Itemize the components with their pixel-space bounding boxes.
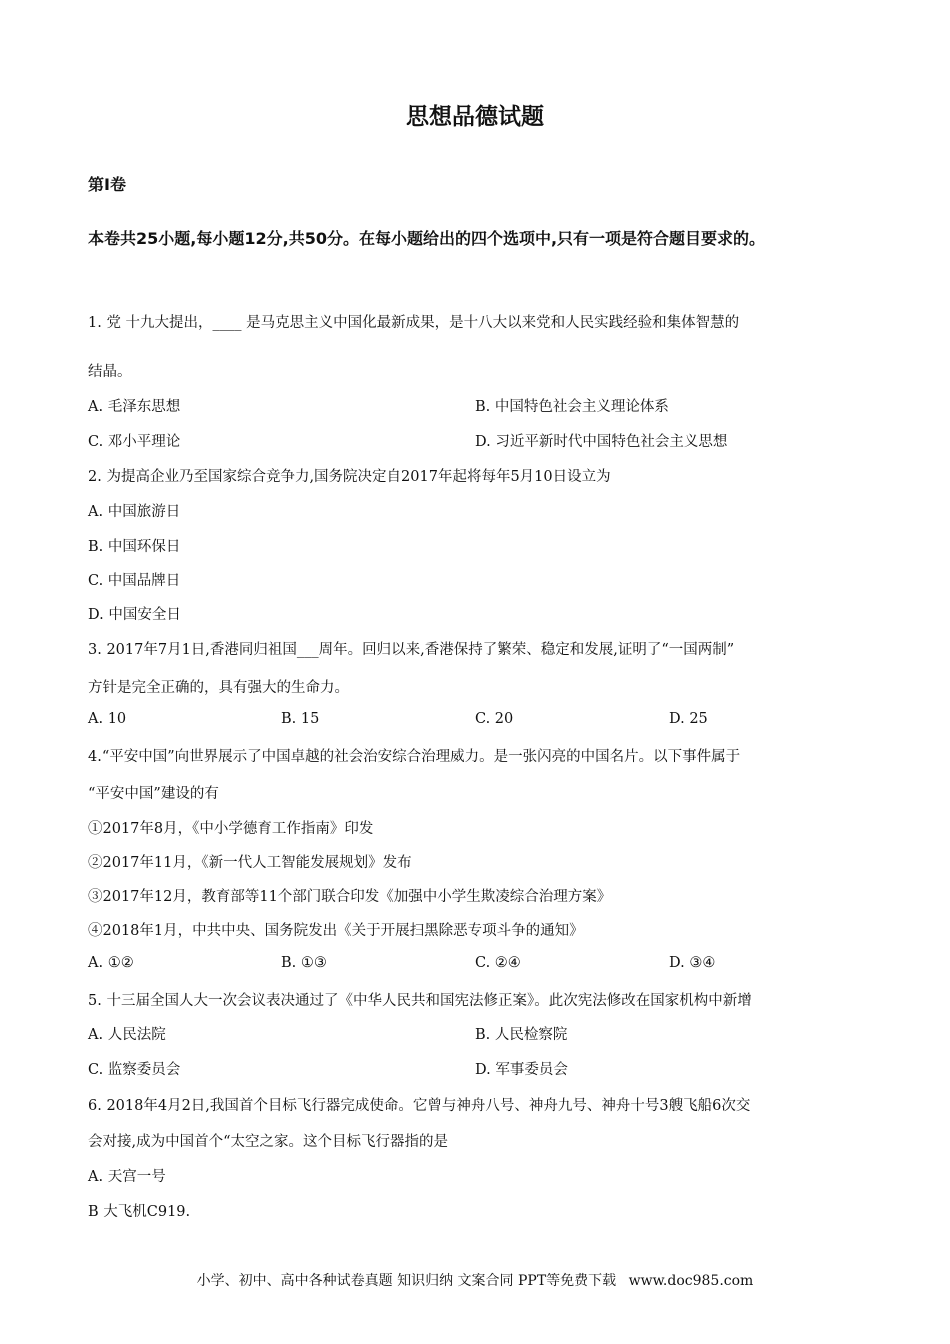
question-4-option-a: A. ①② xyxy=(88,955,134,971)
question-5-option-c: C. 监察委员会 xyxy=(88,1062,181,1078)
question-2-option-c: C. 中国品牌日 xyxy=(88,573,181,589)
question-4-text: 4.“平安中国”向世界展示了中国卓越的社会治安综合治理威力。是一张闪亮的中国名片。以下事件属于 xyxy=(88,749,741,765)
question-1-option-c: C. 邓小平理论 xyxy=(88,434,181,450)
question-5-text: 5. 十三届全国人大一次会议表决通过了《中华人民共和国宪法修正案》。此次宪法修改在国家机构中新增 xyxy=(88,993,752,1009)
page-title: 思想品德试题 xyxy=(406,104,544,130)
question-3-text: 3. 2017年7月1日,香港同归祖国___周年。回归以来,香港保持了繁荣、稳定和发展,证明了“一国两制” xyxy=(88,642,735,658)
question-1-option-b: B. 中国特色社会主义理论体系 xyxy=(475,399,669,415)
question-1-text-cont: 结晶。 xyxy=(88,364,132,380)
question-4-option-b: B. ①③ xyxy=(281,955,327,971)
question-2-option-b: B. 中国环保日 xyxy=(88,539,181,555)
question-5-option-d: D. 军事委员会 xyxy=(475,1062,568,1078)
footer-link[interactable]: www.doc985.com xyxy=(628,1273,754,1289)
question-5-option-b: B. 人民检察院 xyxy=(475,1027,568,1043)
question-3-text-cont: 方针是完全正确的，具有强大的生命力。 xyxy=(88,680,349,696)
question-4-item-4: ④2018年1月，中共中央、国务院发出《关于开展扫黑除恶专项斗争的通知》 xyxy=(88,923,584,939)
question-4-text-cont: “平安中国”建设的有 xyxy=(88,786,219,802)
section-heading: 第I卷 xyxy=(88,175,126,194)
question-1-option-d: D. 习近平新时代中国特色社会主义思想 xyxy=(475,434,728,450)
question-2-option-a: A. 中国旅游日 xyxy=(88,504,181,520)
question-6-text-cont: 会对接,成为中国首个“太空之家。这个目标飞行器指的是 xyxy=(88,1134,449,1150)
question-1-text: 1. 党 十九大提出，____ 是马克思主义中国化最新成果，是十八大以来党和人民实践经验和集体智慧的 xyxy=(88,315,740,331)
question-3-option-a: A. 10 xyxy=(88,711,127,727)
question-3-option-b: B. 15 xyxy=(281,711,320,727)
question-3-option-d: D. 25 xyxy=(669,711,708,727)
question-2-text: 2. 为提高企业乃至国家综合竞争力,国务院决定自2017年起将每年5月10日设立为 xyxy=(88,469,611,485)
footer-text: 小学、初中、高中各种试卷真题 知识归纳 文案合同 PPT等免费下载 xyxy=(196,1273,617,1289)
question-4-item-2: ②2017年11月，《新一代人工智能发展规划》发布 xyxy=(88,855,412,871)
question-3-option-c: C. 20 xyxy=(475,711,514,727)
question-6-text: 6. 2018年4月2日,我国首个目标飞行器完成使命。它曾与神舟八号、神舟九号、神舟十号3艘飞船6次交 xyxy=(88,1098,751,1114)
question-6-option-a: A. 天宫一号 xyxy=(88,1169,166,1185)
page-footer xyxy=(0,1270,950,1290)
instructions: 本卷共25小题,每小题12分,共50分。在每小题给出的四个选项中,只有一项是符合题目要求的。 xyxy=(88,229,766,248)
question-4-option-c: C. ②④ xyxy=(475,955,521,971)
question-5-option-a: A. 人民法院 xyxy=(88,1027,166,1043)
question-6-option-b: B 大飞机C919. xyxy=(88,1204,191,1220)
question-4-item-1: ①2017年8月，《中小学德育工作指南》印发 xyxy=(88,821,374,837)
question-1-option-a: A. 毛泽东思想 xyxy=(88,399,181,415)
question-2-option-d: D. 中国安全日 xyxy=(88,607,181,623)
question-4-item-3: ③2017年12月，教育部等11个部门联合印发《加强中小学生欺凌综合治理方案》 xyxy=(88,889,612,905)
question-4-option-d: D. ③④ xyxy=(669,955,716,971)
